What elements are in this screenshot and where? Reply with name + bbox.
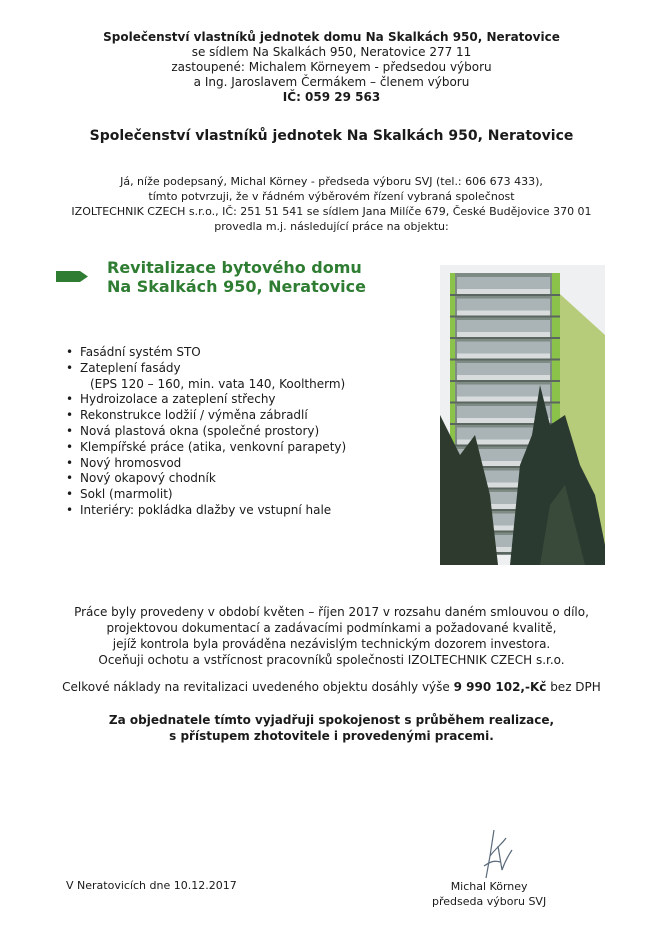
arrow-right-icon	[56, 271, 88, 282]
signer-block	[432, 879, 546, 909]
building-photo	[440, 265, 605, 565]
intro-line: IZOLTECHNIK CZECH s.r.o., IČ: 251 51 541 se sídlem Jana Milíče 679, České Budějovice 370 01	[71, 205, 592, 218]
signer-role: předseda výboru SVJ	[432, 895, 547, 908]
intro-paragraph	[0, 174, 663, 234]
list-item: • Nový hromosvod	[68, 456, 346, 472]
project-title-line: Revitalizace bytového domu	[107, 258, 362, 277]
completion-line: Práce byly provedeny v období květen – říjen 2017 v rozsahu daném smlouvou o dílo,	[74, 605, 589, 619]
letterhead-org: Společenství vlastníků jednotek domu Na Skalkách 950, Neratovice	[103, 30, 560, 44]
list-item: • Zateplení fasády	[68, 361, 346, 377]
list-item: • Hydroizolace a zateplení střechy	[68, 392, 346, 408]
satisfaction-line: Za objednatele tímto vyjadřuji spokojenost s průběhem realizace,	[108, 713, 555, 727]
list-item: • Nová plastová okna (společné prostory)	[68, 424, 346, 440]
completion-line: jejíž kontrola byla prováděna nezávislým technickým dozorem investora.	[112, 637, 551, 651]
document-title: Společenství vlastníků jednotek Na Skalkách 950, Neratovice	[89, 128, 574, 144]
completion-line: Oceňuji ochotu a vstřícnost pracovníků společnosti IZOLTECHNIK CZECH s.r.o.	[98, 653, 565, 667]
place-and-date: V Neratovicích dne 10.12.2017	[66, 879, 237, 892]
list-item: • Interiéry: pokládka dlažby ve vstupní hale	[68, 503, 346, 519]
signer-name: Michal Körney	[450, 880, 528, 893]
intro-line: provedla m.j. následující práce na objektu:	[214, 220, 449, 233]
list-item: • Rekonstrukce lodžií / výměna zábradlí	[68, 408, 346, 424]
list-item: • Klempířské práce (atika, venkovní parapety)	[68, 440, 346, 456]
intro-line: tímto potvrzuji, že v řádném výběrovém řízení vybraná společnost	[148, 190, 515, 203]
list-item: • Fasádní systém STO	[68, 345, 346, 361]
satisfaction-statement	[0, 712, 663, 744]
letterhead-id: IČ: 059 29 563	[282, 90, 381, 104]
cost-suffix: bez DPH	[546, 680, 601, 694]
handwritten-signature	[472, 826, 522, 886]
list-item-detail: (EPS 120 – 160, min. vata 140, Kooltherm)	[90, 376, 346, 391]
letterhead-address: se sídlem Na Skalkách 950, Neratovice 277 11	[191, 45, 472, 59]
project-title	[107, 258, 366, 296]
letterhead-member: a Ing. Jaroslavem Čermákem – členem výboru	[193, 75, 470, 89]
satisfaction-line: s přístupem zhotovitele i provedenými pracemi.	[169, 729, 494, 743]
cost-amount: 9 990 102,-Kč	[453, 680, 547, 694]
letterhead	[0, 30, 663, 105]
intro-line: Já, níže podepsaný, Michal Körney - předseda výboru SVJ (tel.: 606 673 433),	[120, 175, 543, 188]
cost-prefix: Celkové náklady na revitalizaci uvedeného objektu dosáhly výše	[62, 680, 454, 694]
project-title-line: Na Skalkách 950, Neratovice	[107, 277, 366, 296]
list-item: • Nový okapový chodník	[68, 471, 346, 487]
list-item: • Sokl (marmolit)	[68, 487, 346, 503]
works-list	[56, 345, 346, 519]
completion-paragraph	[0, 604, 663, 668]
cost-statement	[0, 680, 663, 694]
letterhead-representative: zastoupené: Michalem Körneyem - předsedou výboru	[171, 60, 492, 74]
completion-line: projektovou dokumentací a zadávacími podmínkami a požadované kvalitě,	[106, 621, 557, 635]
